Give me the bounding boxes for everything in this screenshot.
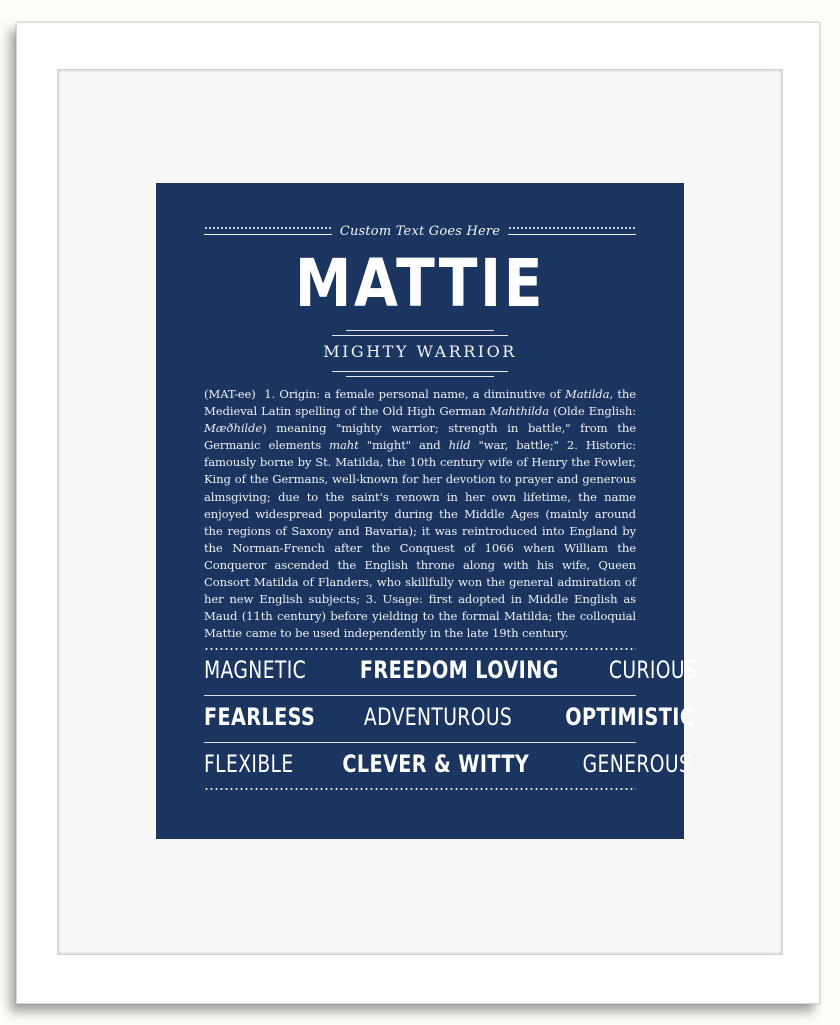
dotted-divider-right [508,227,636,235]
traits-divider-1 [204,695,636,696]
trait-word: GENEROUS [582,750,692,778]
trait-word: ADVENTUROUS [363,703,513,731]
custom-text-row [204,221,636,241]
trait-word: CURIOUS [608,656,697,684]
name-print [156,183,697,839]
traits-row-2 [204,703,695,737]
dotted-divider-left [204,227,332,235]
trait-word: FREEDOM LOVING [359,656,559,684]
trait-word: FLEXIBLE [204,750,294,778]
dotted-divider-traits-bottom [204,788,636,790]
traits-row-1 [204,656,697,690]
trait-word: OPTIMISTIC [565,703,695,731]
custom-text: Custom Text Goes Here [339,223,501,239]
traits-row-3 [204,750,692,784]
traits-divider-2 [204,742,636,743]
trait-word: CLEVER & WITTY [342,750,529,778]
name-meaning: MIGHTY WARRIOR [323,342,517,361]
trait-word: FEARLESS [204,703,316,731]
name-heading: MATTIE [294,245,546,322]
trait-word: MAGNETIC [204,656,307,684]
pronunciation: (MAT-ee) [204,387,256,401]
name-definition: (MAT-ee) 1. Origin: a female personal name, a diminutive of Matilda, the Medieval Latin spelling of the Old High German Mahthilda (Olde English: Mæðhilde) meaning "mighty warrior; strength in battle," from the Germanic elements maht "might" and hild "war, battle;" 2. Historic: famously borne by St. Matilda, the 10th century wife of Henry the Fowler, King of the Germans, well-known for her devotion to prayer and generous almsgiving; due to the saint's renown in her own lifetime, the name enjoyed widespread popularity during the Middle Ages (mainly around the regions of Saxony and Bavaria); it was reintroduced into England by the Norman-French after the Conquest of 1066 when William the Conqueror ascended the English throne along with his wife, Queen Consort Matilda of Flanders, who skillfully won the general admiration of her new English subjects; 3. Usage: first adopted in Middle English as Maud (11th century) before yielding to the formal Matilda; the colloquial Mattie came to be used independently in the late 19th century. [204,387,637,641]
dotted-divider-traits-top [204,648,636,650]
